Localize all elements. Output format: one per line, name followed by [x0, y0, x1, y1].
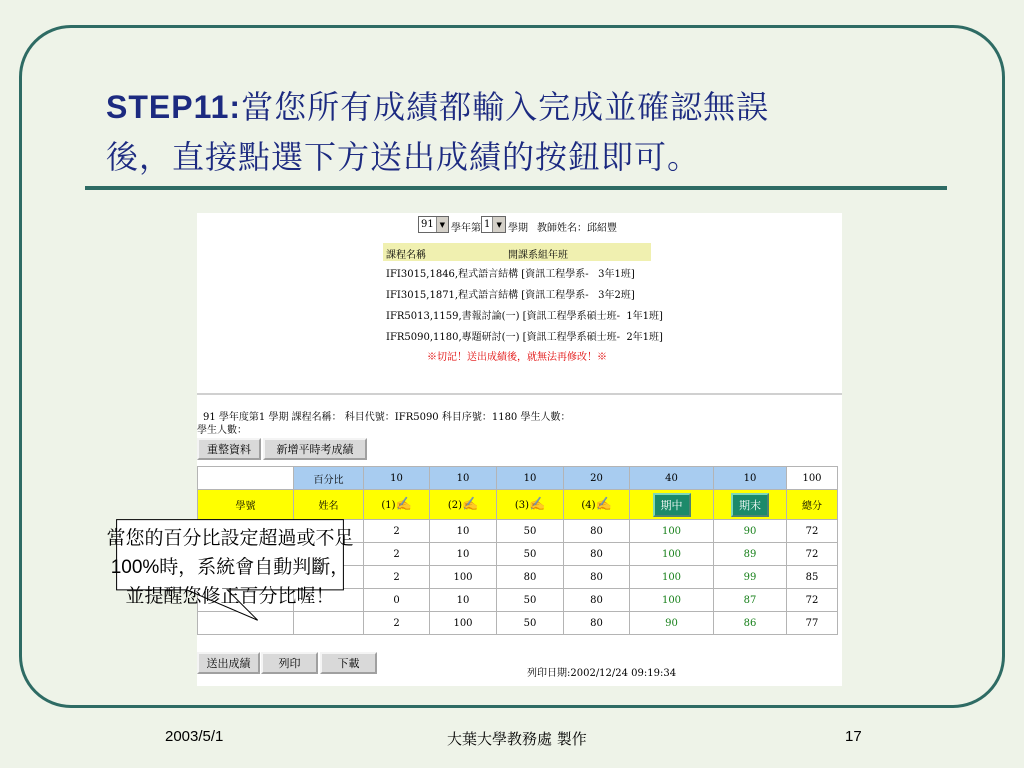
- total-cell: 72: [787, 543, 838, 566]
- col-quiz-1-label: (1): [381, 500, 396, 511]
- course-name: IFI3015,1871,程式語言結構: [386, 290, 519, 301]
- course-class: 2年1班]: [626, 332, 663, 343]
- total-cell: 77: [787, 612, 838, 635]
- score-cell: 80: [564, 520, 630, 543]
- score-cell: 2: [364, 520, 430, 543]
- score-cell: 10: [430, 520, 497, 543]
- course-info-line: 91 學年度第1 學期 課程名稱： 科目代號：IFR5090 科目序號：1180 學生人數：: [203, 412, 571, 423]
- step-label: STEP11:: [106, 89, 242, 125]
- score-cell: 50: [497, 543, 564, 566]
- score-cell: 10: [430, 543, 497, 566]
- col-quiz-2[interactable]: [430, 490, 497, 520]
- page-number: 17: [845, 728, 862, 745]
- course-header: 課程名稱: [386, 250, 426, 261]
- course-link[interactable]: [386, 328, 663, 343]
- callout-percent: 100%: [110, 557, 160, 578]
- callout-line-1: 當您的百分比設定超過或不足: [106, 527, 354, 549]
- reorganize-data-button[interactable]: 重整資料: [197, 438, 261, 460]
- chevron-down-icon: ▼: [492, 217, 505, 232]
- percent-q1[interactable]: 10: [364, 467, 430, 490]
- percent-label: 百分比: [294, 467, 364, 490]
- score-cell: 10: [430, 589, 497, 612]
- score-cell: 80: [564, 612, 630, 635]
- divider: [197, 393, 842, 395]
- course-name: IFI3015,1846,程式語言結構: [386, 269, 519, 280]
- percent-row: [198, 467, 838, 490]
- header-row: [198, 490, 838, 520]
- midterm-cell: 100: [630, 589, 714, 612]
- year-value: 91: [421, 219, 434, 230]
- score-cell: 0: [364, 589, 430, 612]
- callout-line-2: [61, 553, 399, 582]
- score-cell: 80: [497, 566, 564, 589]
- teacher-name: 教師姓名：邱紹豐: [537, 223, 617, 234]
- callout-line-2-rest: 時，系統會自動判斷，: [159, 556, 350, 578]
- pencil-icon[interactable]: ✍: [528, 497, 546, 512]
- score-cell: 80: [564, 566, 630, 589]
- title-line-2: 後，直接點選下方送出成績的按鈕即可。: [106, 138, 701, 176]
- final-button[interactable]: 期末: [731, 493, 769, 517]
- midterm-cell: 100: [630, 566, 714, 589]
- course-link[interactable]: [386, 307, 663, 322]
- final-cell: 86: [714, 612, 787, 635]
- pencil-icon[interactable]: ✍: [395, 497, 412, 512]
- chevron-down-icon: ▼: [436, 217, 448, 232]
- final-cell: 99: [714, 566, 787, 589]
- submit-warning: ※切記！送出成績後，就無法再修改！※: [427, 352, 607, 363]
- percent-q4[interactable]: 20: [564, 467, 630, 490]
- add-quiz-score-button[interactable]: 新增平時考成績: [263, 438, 367, 460]
- score-cell: 80: [564, 543, 630, 566]
- print-button[interactable]: 列印: [261, 652, 318, 674]
- score-cell: 50: [497, 612, 564, 635]
- total-cell: 85: [787, 566, 838, 589]
- midterm-cell: 100: [630, 520, 714, 543]
- final-cell: 89: [714, 543, 787, 566]
- score-cell: 100: [430, 566, 497, 589]
- col-total: 總分: [787, 490, 838, 520]
- course-link[interactable]: [386, 265, 635, 280]
- col-quiz-1[interactable]: [364, 490, 430, 520]
- course-dept: [資訊工程學系-: [521, 269, 589, 280]
- total-cell: 72: [787, 589, 838, 612]
- score-cell: 2: [364, 612, 430, 635]
- midterm-button[interactable]: 期中: [653, 493, 691, 517]
- midterm-cell: 100: [630, 543, 714, 566]
- col-student-id: 學號: [198, 490, 294, 520]
- pencil-icon[interactable]: ✍: [595, 497, 612, 512]
- percent-blank-cell: [198, 467, 294, 490]
- score-cell: 100: [430, 612, 497, 635]
- col-midterm[interactable]: [630, 490, 714, 520]
- print-date: 列印日期:2002/12/24 09:19:34: [527, 668, 677, 679]
- course-class: 1年1班]: [626, 311, 663, 322]
- download-button[interactable]: 下載: [320, 652, 377, 674]
- col-quiz-2-label: (2): [447, 500, 462, 511]
- term-value: 1: [484, 219, 491, 230]
- col-final[interactable]: [714, 490, 787, 520]
- course-dept: [資訊工程學系碩士班-: [522, 332, 620, 343]
- course-name: IFR5090,1180,專題研討(一): [386, 332, 520, 343]
- year-select[interactable]: [418, 216, 449, 233]
- score-cell: 50: [497, 520, 564, 543]
- term-label: 學期: [508, 223, 528, 234]
- final-cell: 90: [714, 520, 787, 543]
- col-quiz-3-label: (3): [514, 500, 529, 511]
- title-underline: [85, 186, 947, 190]
- callout-line-3: 並提醒您修正百分比喔！: [125, 585, 335, 607]
- class-header: 開課系組年班: [508, 250, 568, 261]
- total-cell: 72: [787, 520, 838, 543]
- score-cell: 2: [364, 543, 430, 566]
- percent-final[interactable]: 10: [714, 467, 787, 490]
- student-count-label: 學生人數：: [197, 425, 247, 436]
- term-select[interactable]: [481, 216, 506, 233]
- course-name: IFR5013,1159,書報討論(一): [386, 311, 520, 322]
- callout-text: [61, 524, 399, 611]
- course-dept: [資訊工程學系碩士班-: [522, 311, 620, 322]
- course-class: 3年1班]: [598, 269, 635, 280]
- col-name: 姓名: [294, 490, 364, 520]
- course-link[interactable]: [386, 286, 635, 301]
- year-label: 學年第: [451, 223, 481, 234]
- score-cell: 50: [497, 589, 564, 612]
- col-quiz-3[interactable]: [497, 490, 564, 520]
- col-quiz-4[interactable]: [564, 490, 630, 520]
- final-cell: 87: [714, 589, 787, 612]
- course-dept: [資訊工程學系-: [521, 290, 589, 301]
- midterm-cell: 90: [630, 612, 714, 635]
- percent-q3[interactable]: 10: [497, 467, 564, 490]
- pencil-icon[interactable]: ✍: [461, 497, 479, 512]
- footer-center: 大葉大學教務處 製作: [447, 730, 587, 748]
- score-cell: 2: [364, 566, 430, 589]
- course-class: 3年2班]: [598, 290, 635, 301]
- percent-total: 100: [787, 467, 838, 490]
- footer-date: 2003/5/1: [165, 728, 224, 745]
- col-quiz-4-label: (4): [581, 500, 596, 511]
- score-cell: 80: [564, 589, 630, 612]
- title-line-1: 當您所有成績都輸入完成並確認無誤: [241, 88, 770, 126]
- percent-q2[interactable]: 10: [430, 467, 497, 490]
- percent-midterm[interactable]: 40: [630, 467, 714, 490]
- submit-grades-button[interactable]: 送出成績: [197, 652, 260, 674]
- slide-title: [106, 82, 956, 182]
